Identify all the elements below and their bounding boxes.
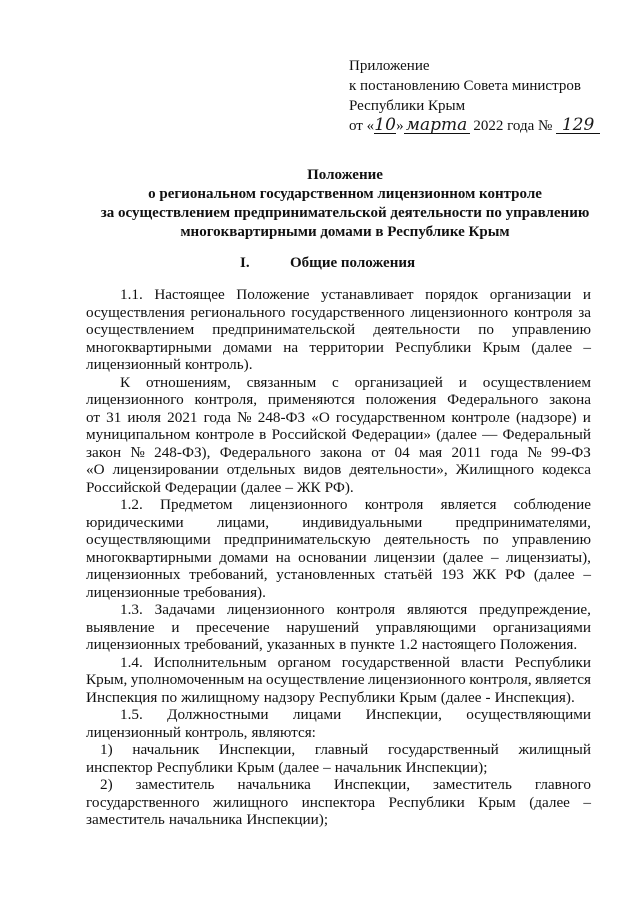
- body-line: 1.1. Настоящее Положение устанавливает порядок организации и: [120, 286, 591, 303]
- body-line: осуществления регионального государственного лицензионного контроля за: [86, 303, 591, 321]
- body-line: лицензионный контроль, являются:: [86, 723, 316, 741]
- title-line: о региональном государственном лицензионном контроле: [148, 186, 542, 202]
- section-number: I.: [240, 255, 250, 271]
- body-line: юридическими лицами, индивидуальными предпринимателями,: [86, 513, 591, 531]
- body-line: многоквартирными домами на территории Республики Крым (далее –: [86, 338, 591, 356]
- document-body: [86, 286, 591, 829]
- body-line: Крым, уполномоченным на осуществление лицензионного контроля, является: [86, 671, 591, 688]
- body-line: от 31 июля 2021 года № 248-ФЗ «О государственном контроле (надзоре) и: [86, 408, 591, 426]
- body-line: лицензионный контроль).: [86, 356, 253, 373]
- appendix-republic: Республики Крым: [349, 98, 466, 114]
- body-line: Инспекция по жилищному надзору Республики Крым (далее - Инспекция).: [86, 688, 575, 706]
- appendix-date-line: [349, 116, 600, 136]
- body-line: 1.3. Задачами лицензионного контроля являются предупреждение,: [120, 601, 591, 618]
- body-line: инспектор Республики Крым (далее – начальник Инспекции);: [86, 758, 488, 776]
- body-line: многоквартирными домами на основании лицензии (далее – лицензиаты),: [86, 548, 591, 566]
- body-line: лицензионного контроля, применяются положения Федерального закона: [86, 391, 591, 408]
- date-month-handwritten: марта: [404, 117, 470, 134]
- appendix-title: Приложение: [349, 58, 430, 74]
- body-line: 1.4. Исполнительным органом государственной власти Республики: [120, 653, 591, 671]
- date-quote: »: [396, 118, 404, 134]
- body-line: муниципальном контроле в Российской Федерации» (далее — Федеральный: [86, 426, 591, 443]
- appendix-reference: к постановлению Совета министров: [349, 78, 581, 94]
- body-line: 1.5. Должностными лицами Инспекции, осуществляющими: [120, 706, 591, 723]
- body-line: осуществляющими предпринимательскую деятельность по управлению: [86, 531, 591, 548]
- title-line: за осуществлением предпринимательской деятельности по управлению: [100, 205, 590, 221]
- body-line: 1) начальник Инспекции, главный государственный жилищный: [100, 741, 591, 758]
- body-line: 1.2. Предметом лицензионного контроля является соблюдение: [120, 496, 591, 513]
- document-number-handwritten: 129: [556, 117, 600, 134]
- section-title: Общие положения: [290, 255, 416, 271]
- body-line: К отношениям, связанным с организацией и осуществлением: [120, 373, 591, 391]
- section-heading: [240, 255, 415, 272]
- body-line: выявление и пресечение нарушений управляющими организациями: [86, 618, 591, 636]
- appendix-header: [349, 56, 600, 136]
- body-line: закон № 248-ФЗ), Федерального закона от 04 мая 2011 года № 99-ФЗ: [86, 443, 591, 461]
- body-line: осуществлением предпринимательской деятельности по управлению: [86, 321, 591, 338]
- body-line: государственного жилищного инспектора Республики Крым (далее –: [86, 793, 591, 811]
- body-line: Российской Федерации (далее – ЖК РФ).: [86, 478, 354, 496]
- date-prefix: от «: [349, 118, 375, 134]
- body-line: лицензионных требований, установленных статьёй 193 ЖК РФ (далее –: [86, 566, 591, 583]
- body-line: лицензионные требования).: [86, 583, 266, 601]
- date-year: 2022 года №: [473, 118, 553, 134]
- title-line: многоквартирными домами в Республике Крым: [180, 224, 510, 240]
- body-line: лицензионных требований, указанных в пункте 1.2 настоящего Положения.: [86, 636, 578, 653]
- body-line: заместитель начальника Инспекции);: [86, 811, 329, 828]
- title-line: Положение: [307, 167, 383, 183]
- date-day-handwritten: 10: [374, 115, 396, 135]
- body-line: «О лицензировании отдельных видов деятельности», Жилищного кодекса: [86, 461, 591, 478]
- body-line: 2) заместитель начальника Инспекции, заместитель главного: [100, 776, 591, 793]
- document-title: [60, 166, 630, 242]
